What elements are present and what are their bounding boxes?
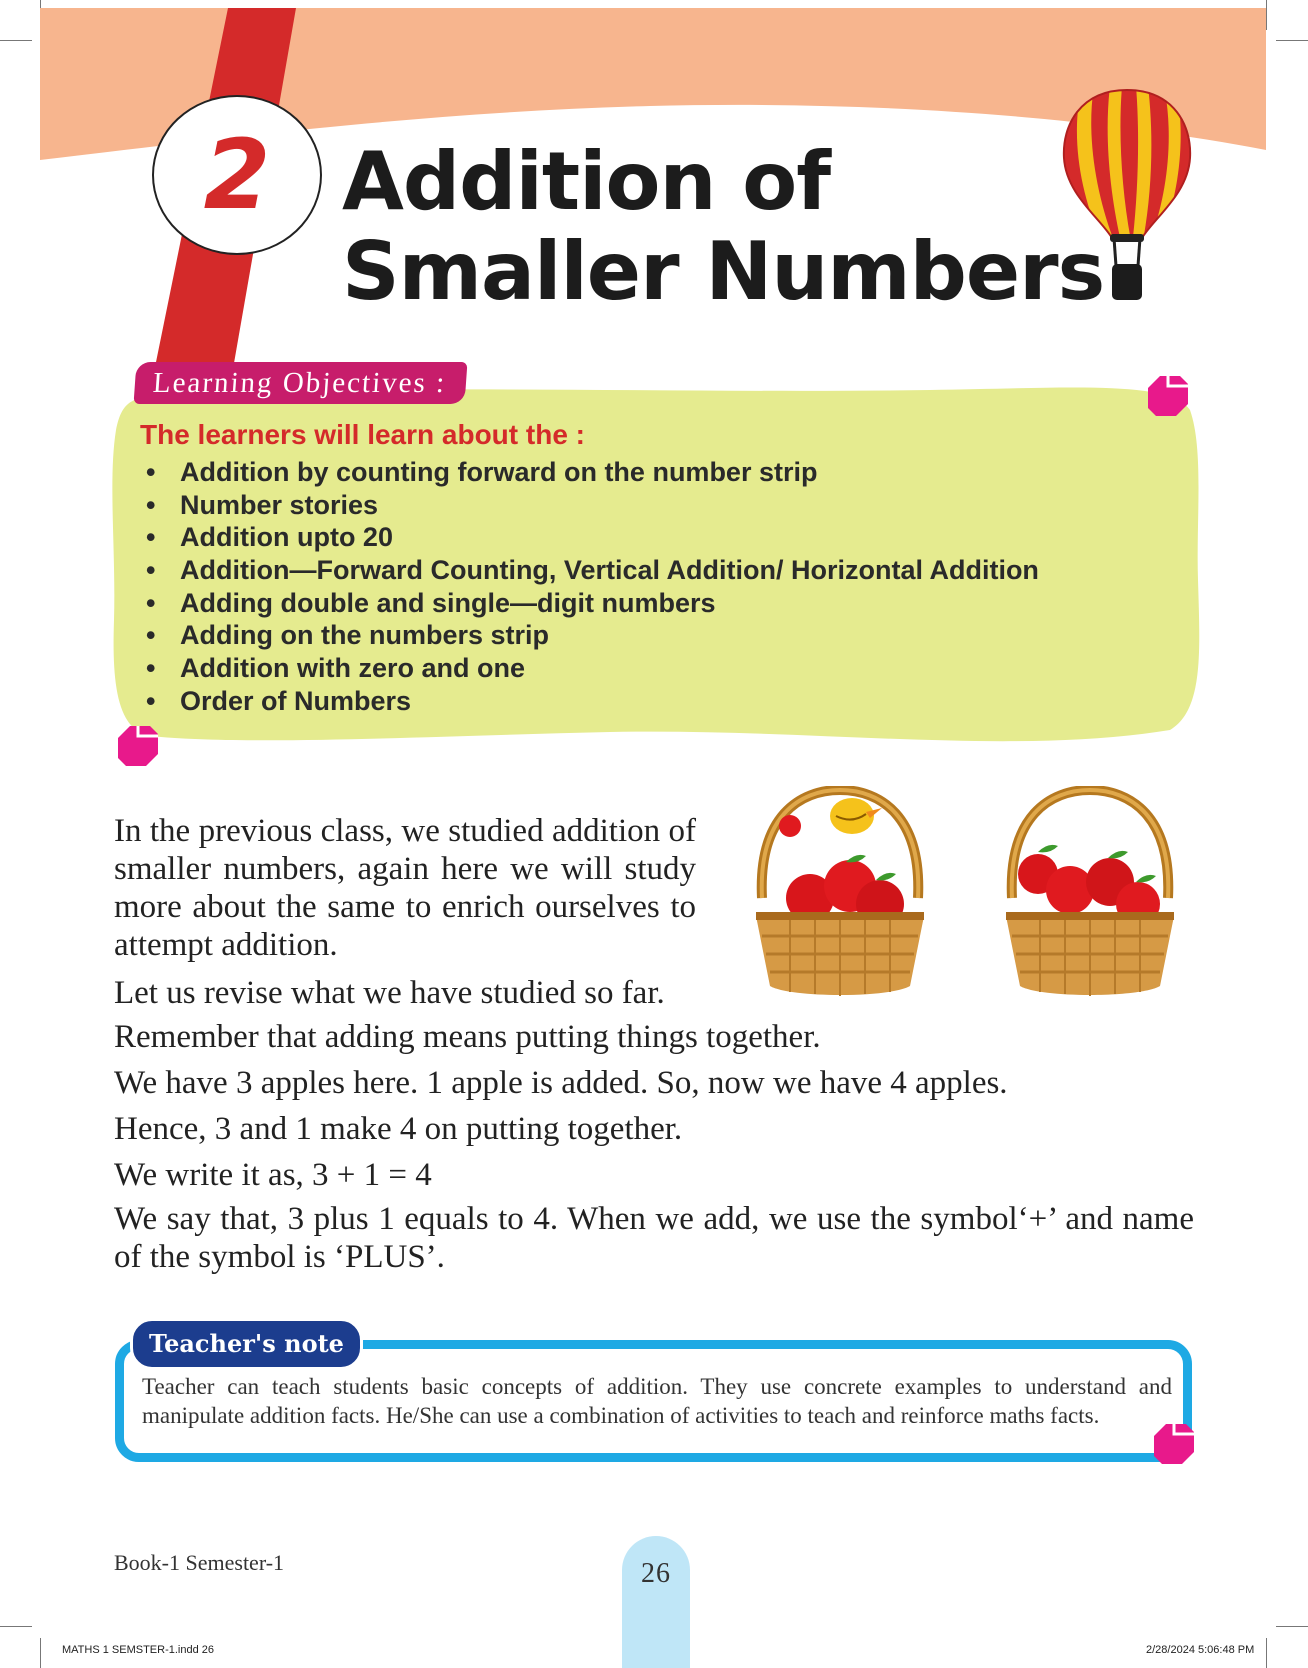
body-line: Remember that adding means putting things together. (114, 1019, 821, 1055)
learning-objectives-intro: The learners will learn about the : (140, 419, 585, 450)
chapter-title-line-2: Smaller Numbers (342, 225, 1105, 318)
hot-air-balloon-icon (1060, 86, 1195, 304)
crop-mark (1266, 1638, 1267, 1668)
objective-item: • Addition—Forward Counting, Vertical Addition/ Horizontal Addition (146, 555, 1039, 586)
apple-basket-image (990, 786, 1190, 1001)
crop-mark (40, 1638, 41, 1668)
objective-item: • Addition with zero and one (146, 653, 525, 684)
apple-basket-image (740, 786, 940, 1001)
page-number-tab (622, 1536, 690, 1668)
page-number: 26 (641, 1558, 671, 1589)
chapter-title-line-1: Addition of (342, 135, 831, 228)
objective-item: • Adding double and single—digit numbers (146, 587, 716, 618)
closing-paragraph: We say that, 3 plus 1 equals to 4. When we add, we use the symbol‘+’ and name of the symbol is ‘PLUS’. (114, 1201, 1194, 1275)
print-slug-date: 2/28/2024 5:06:48 PM (1146, 1644, 1255, 1656)
objective-item: • Order of Numbers (146, 685, 412, 716)
book-label: Book-1 Semester-1 (114, 1550, 285, 1575)
objective-item: • Adding on the numbers strip (146, 620, 549, 651)
body-line: We write it as, 3 + 1 = 4 (114, 1157, 432, 1193)
objective-item: • Number stories (146, 489, 379, 520)
crop-mark (0, 1626, 32, 1627)
learning-objectives-list (138, 456, 1039, 718)
body-line: Hence, 3 and 1 make 4 on putting together. (114, 1111, 683, 1147)
chapter-number: 2 (203, 119, 271, 231)
body-line: Let us revise what we have studied so far. (114, 975, 665, 1011)
teachers-note-label: Teacher's note (130, 1318, 363, 1370)
print-slug-file: MATHS 1 SEMSTER-1.indd 26 (62, 1644, 215, 1656)
crop-mark (1276, 1626, 1308, 1627)
teachers-note-text: Teacher can teach students basic concepts of addition. They use concrete examples to understand and manipulate addition facts. He/She can use a combination of activities to teach and reinforce maths facts. (142, 1374, 1172, 1428)
chapter-number-badge (152, 95, 322, 255)
learning-objectives-tab: Learning Objectives : (134, 362, 468, 404)
corner-decoration-icon (1146, 374, 1190, 418)
objective-item: • Addition by counting forward on the number strip (146, 457, 818, 487)
objective-item: • Addition upto 20 (146, 522, 393, 553)
body-line: We have 3 apples here. 1 apple is added. So, now we have 4 apples. (114, 1065, 1008, 1101)
corner-decoration-icon (1152, 1422, 1196, 1466)
intro-paragraph: In the previous class, we studied addition of smaller numbers, again here we will study more about the same to enrich ourselves to attempt addition. (114, 813, 696, 963)
corner-decoration-icon (116, 724, 160, 768)
